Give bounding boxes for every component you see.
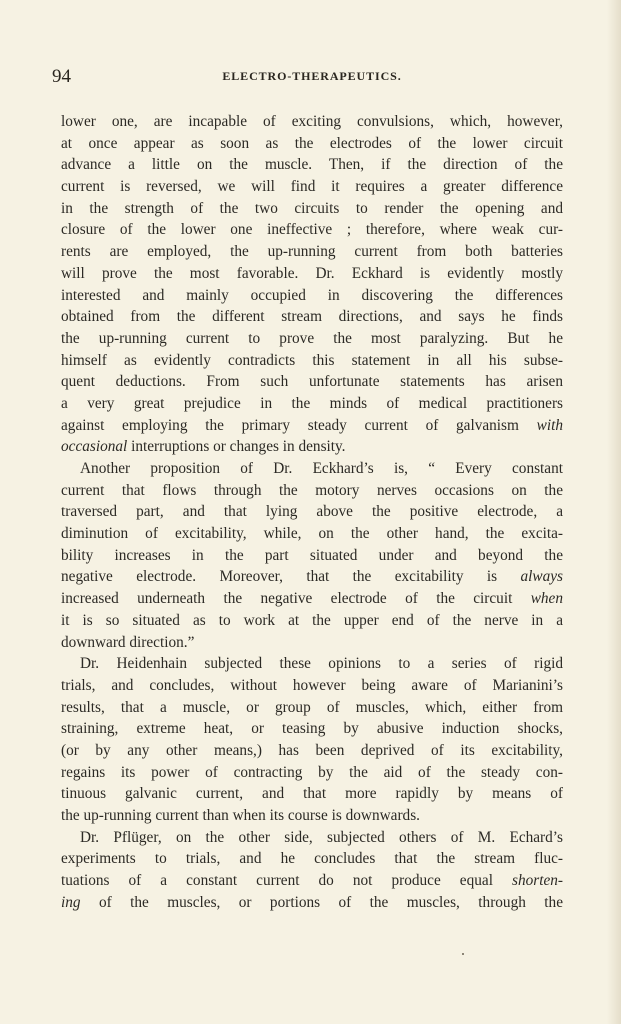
running-head: ELECTRO-THERAPEUTICS. [222,69,402,83]
text-line [61,805,563,827]
text-segment: Another proposition of Dr. Eckhard’s is, “ Every constant [80,460,563,477]
text-segment: straining, extreme heat, or teasing by abusive induction shocks, [61,720,563,738]
text-segment: at once appear as soon as the electrodes of the lower circuit [61,134,563,152]
text-line [61,306,563,328]
text-segment: experiments to trials, and he concludes that the stream fluc- [61,850,563,868]
text-line [61,523,563,545]
italic-text: when [530,590,563,608]
text-segment: in the strength of the two circuits to render the opening and [61,199,563,217]
italic-text: occasional [61,438,128,456]
text-segment: diminution of excitability, while, on the other hand, the excita- [61,525,563,543]
text-segment: tinuous galvanic current, and that more rapidly by means of [61,785,563,803]
text-segment: tuations of a constant current do not produce equal [61,872,512,890]
text-segment: advance a little on the muscle. Then, if the direction of the [61,156,563,174]
text-line [61,892,563,914]
italic-text: ing [61,893,81,911]
text-line [61,198,563,220]
text-line [61,133,563,155]
text-segment: interested and mainly occupied in discovering the differences [61,286,563,304]
text-line [61,328,563,350]
text-segment: the up-running current to prove the most paralyzing. But he [61,329,563,347]
text-line [61,154,563,176]
text-line [61,415,563,437]
text-segment: results, that a muscle, or group of muscles, which, either from [61,698,563,716]
text-segment: downward direction.” [61,633,195,651]
text-line [61,697,563,719]
text-segment: a very great prejudice in the minds of medical practitioners [61,394,563,412]
text-segment: current that flows through the motory nerves occasions on the [61,481,563,499]
italic-text: always [520,568,563,586]
text-segment: bility increases in the part situated under and beyond the [61,546,563,564]
text-segment: lower one, are incapable of exciting convulsions, which, however, [61,113,563,130]
italic-text: with [536,416,563,434]
text-segment: current is reversed, we will find it requires a greater difference [61,178,563,196]
text-line [61,740,563,762]
text-line [61,545,563,567]
text-line [61,653,563,675]
text-segment: regains its power of contracting by the aid of the steady con- [61,763,563,781]
text-segment: interruptions or changes in density. [127,438,346,456]
text-segment: against employing the primary steady current of galvanism [61,416,537,434]
text-line [61,263,563,285]
text-segment: obtained from the different stream directions, and says he finds [61,308,563,326]
text-segment: quent deductions. From such unfortunate statements has arisen [61,373,563,391]
text-segment: increased underneath the negative electrode of the circuit [61,590,531,608]
body-text [61,111,563,913]
text-line [61,566,563,588]
text-segment: trials, and concludes, without however being aware of Marianini’s [61,676,563,694]
text-line [61,718,563,740]
text-line [61,762,563,784]
text-segment: himself as evidently contradicts this statement in all his subse- [61,351,563,369]
text-segment: rents are employed, the up-running current from both batteries [61,243,563,261]
text-line [61,436,563,458]
text-segment: of the muscles, or portions of the muscles, through the [80,893,563,911]
text-segment: closure of the lower one ineffective ; therefore, where weak cur- [61,221,563,239]
page-number: 94 [52,66,71,87]
text-line [61,588,563,610]
text-line [61,241,563,263]
text-line [61,610,563,632]
text-segment: traversed part, and that lying above the positive electrode, a [61,503,563,521]
text-segment: Dr. Pflüger, on the other side, subjected others of M. Echard’s [80,828,563,846]
page-edge-shadow [607,0,621,1024]
text-segment: it is so situated as to work at the upper end of the nerve in a [61,611,563,629]
text-line [61,848,563,870]
text-line [61,783,563,805]
italic-text: shorten- [512,872,563,890]
text-line [61,176,563,198]
text-line [61,675,563,697]
page-speck [462,953,464,955]
text-line [61,632,563,654]
text-line [61,501,563,523]
text-line [61,827,563,849]
text-segment: will prove the most favorable. Dr. Eckhard is evidently mostly [61,264,563,282]
text-segment: (or by any other means,) has been deprived of its excitability, [61,741,563,759]
text-segment: the up-running current than when its course is downwards. [61,807,420,824]
text-line [61,371,563,393]
text-segment: negative electrode. Moreover, that the excitability is [61,568,521,586]
text-line [61,870,563,892]
text-line [61,219,563,241]
text-segment: Dr. Heidenhain subjected these opinions to a series of rigid [80,655,563,673]
text-line [61,285,563,307]
text-line [61,350,563,372]
text-line [61,480,563,502]
text-line [61,111,563,133]
page-header [52,66,572,88]
text-line [61,393,563,415]
text-line [61,458,563,480]
